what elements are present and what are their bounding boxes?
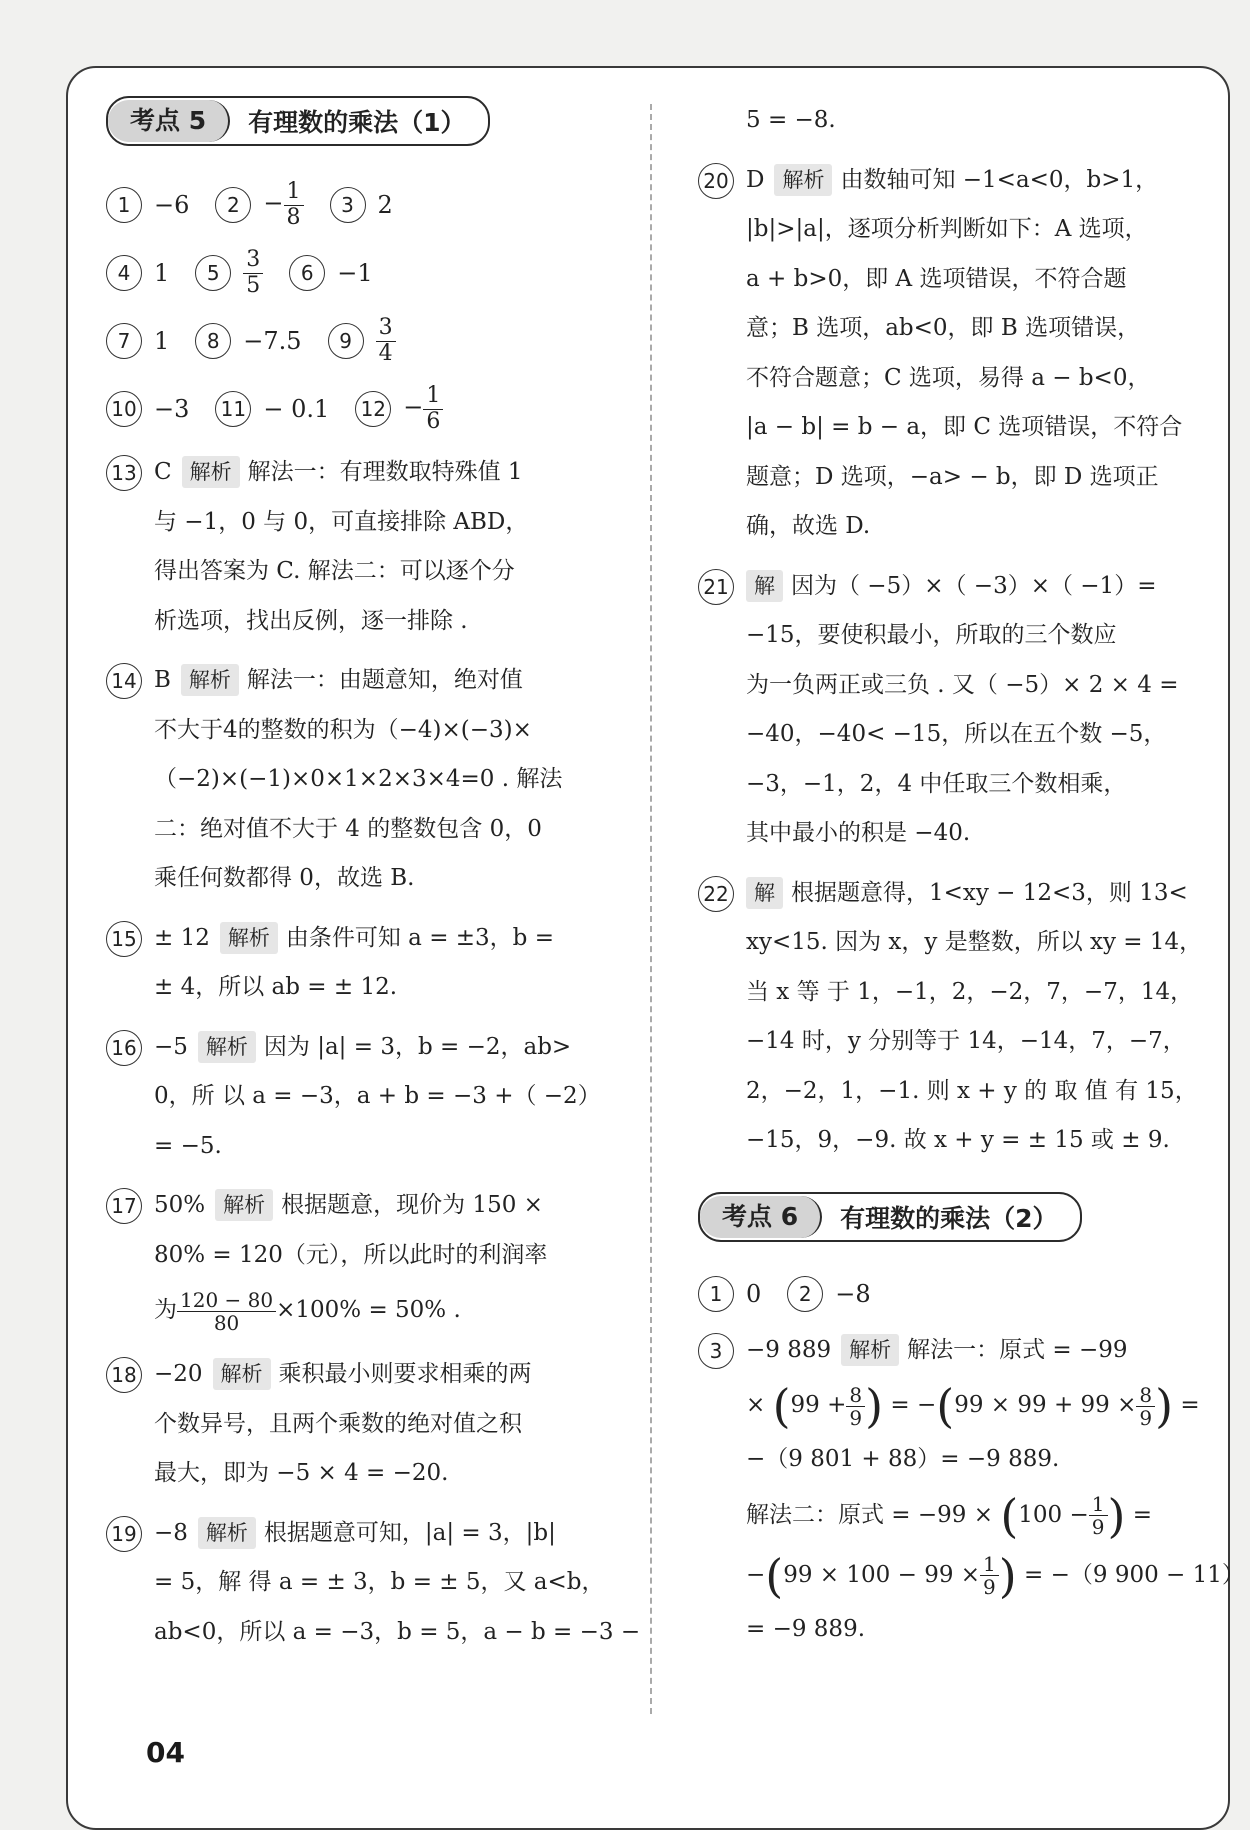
- answer-value: −6: [154, 191, 190, 219]
- text-line: |b|>|a|，逐项分析判断如下：A 选项，: [746, 216, 1148, 242]
- text-line: [746, 156, 1190, 206]
- text-line: 乘任何数都得 0，故选 B.: [154, 865, 415, 891]
- fraction: [980, 1553, 999, 1598]
- answer-item: [215, 391, 329, 427]
- question-number: 21: [698, 569, 734, 605]
- text-line: 题意；D 选项，−a> − b，即 D 选项正: [746, 463, 1159, 490]
- text-content: 99 × 99 + 99 ×: [954, 1392, 1137, 1418]
- text-content: =: [1132, 1501, 1153, 1528]
- left-paren: (: [772, 1379, 791, 1433]
- fraction: [177, 1289, 276, 1334]
- answer-value: −3: [154, 395, 190, 423]
- answer-item: [289, 255, 372, 291]
- denominator: 9: [1091, 1515, 1105, 1539]
- text-line: [154, 1509, 616, 1559]
- solution-tag: 解: [746, 877, 783, 909]
- fraction: [423, 384, 443, 433]
- answer-item: [106, 187, 189, 223]
- numerator: 1: [423, 384, 443, 409]
- analysis-tag: 解析: [215, 1189, 273, 1221]
- column-divider: [650, 104, 652, 1714]
- text-line: 与 −1，0 与 0，可直接排除 ABD，: [154, 508, 529, 535]
- right-column: [698, 96, 1245, 1664]
- text-line: = −5.: [154, 1132, 222, 1159]
- text-line: 当 x 等 于 1，−1，2，−2，7，−7，14，: [746, 978, 1194, 1005]
- question-16: [106, 1023, 616, 1172]
- formula-line: [746, 1485, 1190, 1545]
- text-line: −15，9，−9. 故 x + y = ± 15 或 ± 9.: [746, 1127, 1170, 1153]
- question-number: 8: [195, 323, 231, 359]
- answer-value: 0: [746, 1279, 762, 1308]
- answer-value: 50%: [154, 1192, 206, 1218]
- answer-item: [787, 1276, 870, 1312]
- question-number: 9: [328, 323, 364, 359]
- answer-value: D: [746, 166, 765, 193]
- text-content: 解法一：由题意知，绝对值: [246, 667, 523, 693]
- numerator: 1: [980, 1553, 999, 1576]
- analysis-tag: 解析: [213, 1358, 271, 1390]
- denominator: 5: [246, 272, 261, 298]
- text-line: [746, 1326, 1190, 1376]
- question-number: 2: [787, 1276, 823, 1312]
- question-17: [106, 1181, 616, 1340]
- text-line: [746, 869, 1190, 919]
- answer-item: [195, 323, 301, 359]
- text-line: （−2)×(−1)×0×1×2×3×4=0 . 解法: [154, 766, 563, 792]
- answer-item: [698, 1276, 761, 1312]
- text-content: = −（9 900 − 11）: [1024, 1561, 1245, 1588]
- text-line: −3，−1，2，4 中任取三个数相乘，: [746, 770, 1127, 797]
- text-content: 乘积最小则要求相乘的两: [278, 1361, 532, 1387]
- answer-item: [106, 391, 189, 427]
- solution-tag: 解: [746, 570, 783, 602]
- question-number: 6: [289, 255, 325, 291]
- text-line: 析选项，找出反例，逐一排除 .: [154, 607, 468, 634]
- text-content: 根据题意可知，|a| = 3，|b|: [263, 1519, 556, 1546]
- text-content: 99 × 100 − 99 ×: [783, 1561, 981, 1588]
- question-number: 22: [698, 876, 734, 912]
- numerator: 120 − 80: [177, 1289, 276, 1312]
- question-number: 10: [106, 391, 142, 427]
- right-paren: ): [998, 1548, 1017, 1603]
- question-number: 1: [698, 1276, 734, 1312]
- text-line: 0，所 以 a = −3，a + b = −3 +（ −2）: [154, 1083, 601, 1109]
- formula-line: [154, 1280, 616, 1340]
- text-line: [154, 1350, 616, 1400]
- text-line: |a − b| = b − a，即 C 选项错误，不符合: [746, 414, 1183, 440]
- text-line: 不符合题意；C 选项，易得 a − b<0，: [746, 364, 1151, 391]
- formula-line: [746, 1545, 1245, 1605]
- answer-row: [106, 244, 616, 302]
- answer-item: [330, 187, 393, 223]
- question-number: 19: [106, 1516, 142, 1552]
- answer-value: −5: [154, 1033, 188, 1060]
- text-line: −14 时，y 分别等于 14，−14，7，−7，: [746, 1028, 1186, 1054]
- numerator: 1: [284, 180, 304, 205]
- text-content: 因为（ −5）×（ −3）×（ −1）=: [791, 572, 1157, 599]
- question-number: 7: [106, 323, 142, 359]
- text-content: 根据题意，现价为 150 ×: [281, 1192, 543, 1218]
- text-line: ab<0，所以 a = −3，b = 5，a − b = −3 −: [154, 1618, 641, 1645]
- answer-value: 1: [154, 259, 170, 287]
- answer-value: [403, 384, 443, 433]
- text-line: [154, 914, 616, 964]
- text-line: 5 = −8.: [746, 107, 836, 133]
- numerator: 1: [1089, 1493, 1108, 1516]
- text-line: 个数异号，且两个乘数的绝对值之积: [154, 1410, 522, 1437]
- text-line: [154, 656, 616, 706]
- denominator: 8: [286, 204, 301, 230]
- text-content: −: [746, 1561, 766, 1588]
- answer-item: [215, 180, 303, 229]
- question-number: 13: [106, 455, 142, 491]
- text-line: a + b>0，即 A 选项错误，不符合题: [746, 265, 1127, 292]
- answer-item: [195, 248, 263, 297]
- denominator: 4: [378, 340, 393, 366]
- answer-value: −8: [835, 1279, 871, 1308]
- answer-value: −1: [337, 259, 373, 287]
- text-line: 二：绝对值不大于 4 的整数包含 0，0: [154, 815, 542, 842]
- text-line: [746, 562, 1190, 612]
- question-number: 3: [330, 187, 366, 223]
- left-paren: (: [1000, 1488, 1019, 1543]
- answer-item: [106, 323, 169, 359]
- text-content: 为: [154, 1297, 177, 1323]
- question-19-continued: [698, 96, 1190, 146]
- answer-value: −8: [154, 1519, 188, 1546]
- text-content: 根据题意得，1<xy − 12<3，则 13<: [791, 879, 1188, 906]
- minus-sign: −: [403, 393, 424, 422]
- question-20: [698, 156, 1190, 552]
- denominator: 80: [213, 1310, 240, 1335]
- text-line: −（9 801 + 88）= −9 889.: [746, 1446, 1060, 1472]
- question-3: [698, 1326, 1245, 1655]
- text-line: [154, 1023, 616, 1073]
- fraction: [376, 316, 396, 365]
- answer-item: [355, 384, 443, 433]
- topic-header-5: [106, 96, 490, 146]
- answer-value: −7.5: [243, 327, 302, 355]
- text-content: 99 +: [790, 1392, 847, 1418]
- answer-value: B: [154, 667, 171, 693]
- text-content: 因为 |a| = 3，b = −2，ab>: [263, 1033, 572, 1060]
- answer-value: [376, 316, 396, 365]
- question-number: 2: [215, 187, 251, 223]
- text-content: 解法一：有理数取特殊值 1: [247, 459, 523, 485]
- question-number: 12: [355, 391, 391, 427]
- question-number: 14: [106, 663, 142, 699]
- minus-sign: −: [263, 189, 284, 218]
- analysis-tag: 解析: [198, 1517, 256, 1549]
- text-line: = 5，解 得 a = ± 3，b = ± 5，又 a<b，: [154, 1569, 605, 1595]
- question-number: 17: [106, 1188, 142, 1224]
- topic-tag: 考点 5: [108, 100, 230, 142]
- text-line: ± 4，所以 ab = ± 12.: [154, 974, 398, 1000]
- question-number: 5: [195, 255, 231, 291]
- question-13: [106, 448, 616, 646]
- answer-value: [263, 180, 303, 229]
- text-content: 由数轴可知 −1<a<0，b>1，: [840, 166, 1159, 193]
- text-content: 解法一：原式 = −99: [907, 1336, 1128, 1363]
- text-line: [154, 448, 616, 498]
- text-content: 由条件可知 a = ±3，b =: [285, 924, 554, 951]
- text-content: = −: [890, 1392, 937, 1418]
- question-number: 11: [215, 391, 251, 427]
- question-number: 3: [698, 1333, 734, 1369]
- denominator: 9: [849, 1405, 863, 1430]
- topic-title: 有理数的乘法（1）: [248, 108, 466, 137]
- analysis-tag: 解析: [198, 1031, 256, 1063]
- text-line: 80% = 120（元），所以此时的利润率: [154, 1241, 548, 1268]
- topic-title: 有理数的乘法（2）: [840, 1203, 1058, 1233]
- answer-value: [243, 248, 263, 297]
- numerator: 3: [376, 316, 396, 341]
- text-line: = −9 889.: [746, 1615, 866, 1642]
- numerator: 8: [1136, 1384, 1155, 1407]
- text-line: 最大，即为 −5 × 4 = −20.: [154, 1460, 449, 1486]
- formula-line: [746, 1375, 1200, 1435]
- question-21: [698, 562, 1190, 859]
- answer-value: −9 889: [746, 1336, 832, 1363]
- question-number: 16: [106, 1030, 142, 1066]
- question-19: [106, 1509, 641, 1658]
- text-line: 确，故选 D.: [746, 513, 871, 539]
- question-15: [106, 914, 616, 1013]
- numerator: 8: [846, 1384, 865, 1407]
- fraction: [284, 180, 304, 229]
- answer-value: −20: [154, 1361, 203, 1387]
- topic-header-6: [698, 1192, 1082, 1242]
- right-paren: ): [1155, 1379, 1174, 1433]
- text-content: 解法二：原式 = −99 ×: [746, 1501, 994, 1528]
- question-14: [106, 656, 616, 904]
- left-paren: (: [936, 1379, 955, 1433]
- topic-tag: 考点 6: [700, 1196, 822, 1238]
- answer-value: 2: [377, 191, 393, 219]
- text-line: xy<15. 因为 x，y 是整数，所以 xy = 14，: [746, 929, 1203, 955]
- text-line: −15，要使积最小，所取的三个数应: [746, 622, 1117, 648]
- analysis-tag: 解析: [774, 164, 832, 196]
- text-line: 2，−2，1，−1. 则 x + y 的 取 值 有 15，: [746, 1077, 1198, 1104]
- left-column: [106, 96, 641, 1667]
- denominator: 9: [1139, 1405, 1153, 1430]
- text-line: 为一负两正或三负 . 又（ −5）× 2 × 4 =: [746, 671, 1179, 698]
- text-content: =: [1180, 1392, 1200, 1418]
- text-line: 其中最小的积是 −40.: [746, 820, 971, 846]
- text-line: 不大于4的整数的积为（−4)×(−3)×: [154, 716, 532, 743]
- analysis-tag: 解析: [841, 1334, 899, 1366]
- denominator: 6: [426, 408, 441, 434]
- analysis-tag: 解析: [181, 664, 239, 696]
- analysis-tag: 解析: [182, 456, 240, 488]
- text-line: 得出答案为 C. 解法二：可以逐个分: [154, 558, 515, 584]
- analysis-tag: 解析: [220, 922, 278, 954]
- answer-row: [106, 380, 616, 438]
- answer-value: 1: [154, 327, 170, 355]
- text-content: ×100% = 50% .: [276, 1297, 461, 1323]
- fraction: [1089, 1493, 1108, 1538]
- question-number: 4: [106, 255, 142, 291]
- numerator: 3: [243, 248, 263, 273]
- denominator: 9: [983, 1575, 996, 1599]
- fraction: [243, 248, 263, 297]
- question-18: [106, 1350, 616, 1499]
- question-number: 15: [106, 921, 142, 957]
- question-number: 18: [106, 1357, 142, 1393]
- answer-value: C: [154, 459, 172, 485]
- right-paren: ): [1107, 1488, 1126, 1543]
- answer-row: [106, 176, 616, 234]
- answer-item: [328, 316, 396, 365]
- answer-item: [106, 255, 169, 291]
- text-line: 意；B 选项，ab<0，即 B 选项错误，: [746, 315, 1141, 341]
- text-content: 100 −: [1018, 1501, 1089, 1528]
- page-number: 04: [146, 1736, 185, 1769]
- answer-row: [106, 312, 616, 370]
- question-22: [698, 869, 1203, 1166]
- fraction: [1136, 1384, 1155, 1429]
- question-number: 1: [106, 187, 142, 223]
- right-paren: ): [865, 1379, 884, 1433]
- answer-value: ± 12: [154, 924, 210, 951]
- answer-value: − 0.1: [263, 395, 330, 423]
- fraction: [846, 1384, 865, 1429]
- answer-row: [698, 1272, 1190, 1316]
- left-paren: (: [765, 1548, 784, 1603]
- text-line: −40，−40< −15，所以在五个数 −5，: [746, 721, 1167, 747]
- question-number: 20: [698, 163, 734, 199]
- text-line: [154, 1181, 616, 1231]
- text-content: ×: [746, 1392, 766, 1418]
